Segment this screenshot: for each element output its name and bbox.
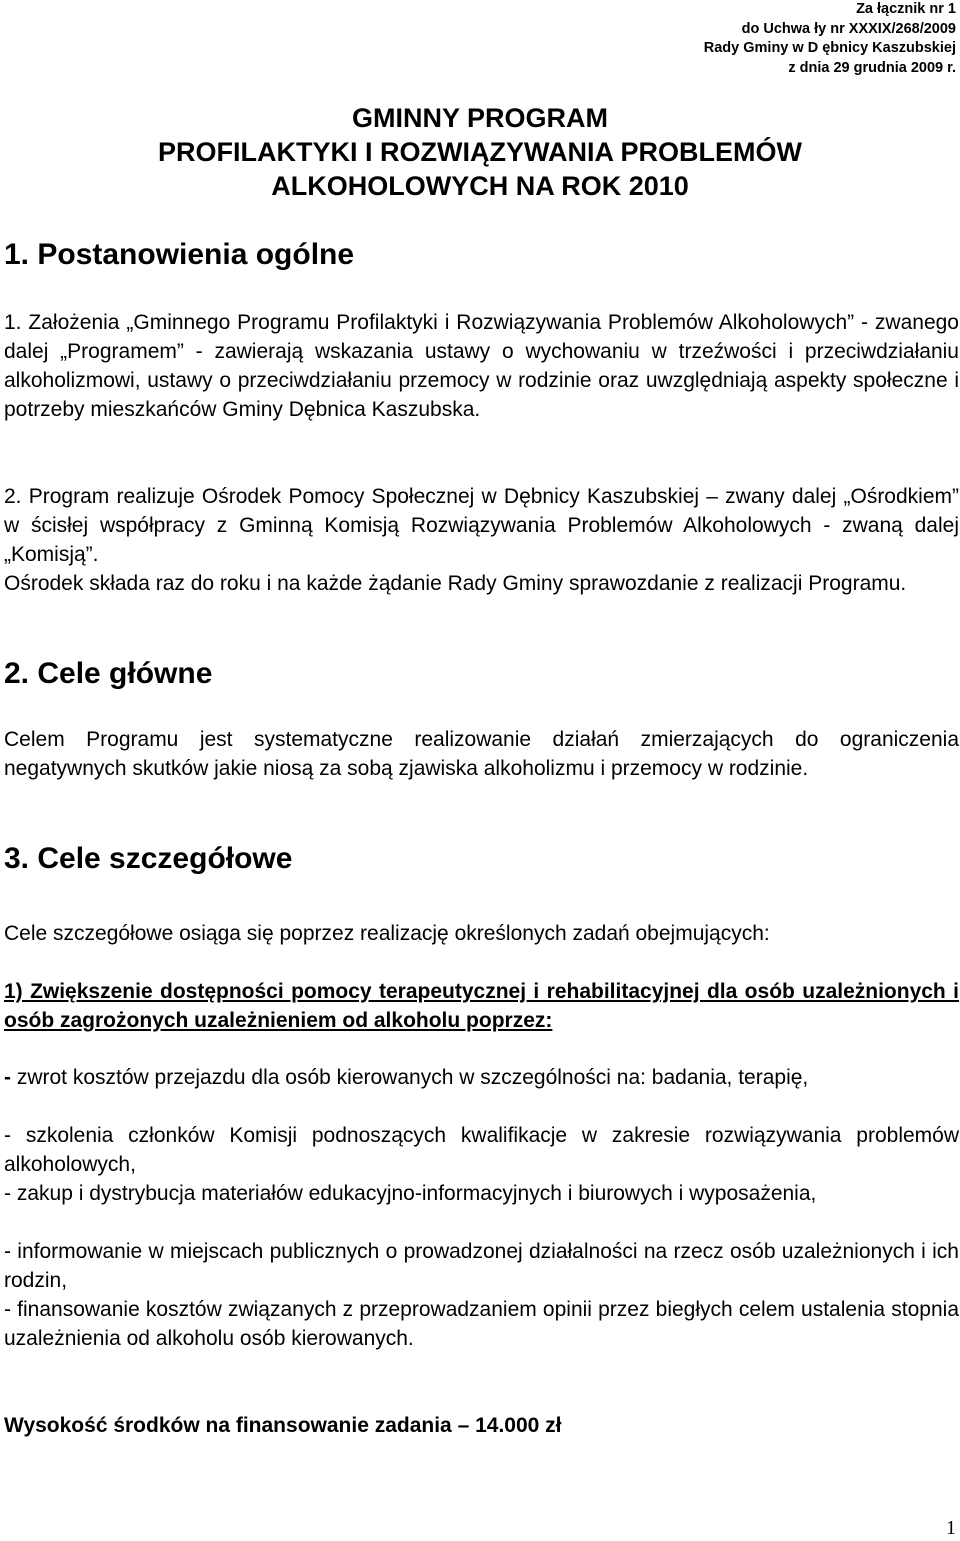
- list-dash: -: [4, 1182, 11, 1205]
- document-title: [0, 101, 960, 203]
- title-line: ALKOHOLOWYCH NA ROK 2010: [271, 171, 689, 201]
- title-line: PROFILAKTYKI I ROZWIĄZYWANIA PROBLEMÓW: [158, 137, 802, 167]
- attachment-note-line: Rady Gminy w D ębnicy Kaszubskiej: [703, 40, 956, 56]
- funding-amount: Wysokość środków na finansowanie zadania – 14.000 zł: [4, 1414, 562, 1437]
- list-dash: -: [4, 1240, 11, 1263]
- paragraph-assumptions: 1. Założenia „Gminnego Programu Profilaktyki i Rozwiązywania Problemów Alkoholowych” - zwanego dalej „Programem” - zawierają wskazania ustawy o wychowaniu w trzeźwości i przeciwdziałaniu alkoholizmowi, ustawy o przeciwdziałaniu przemocy w rodzinie oraz uwzględniają aspekty społeczne i potrzeby mieszkańców Gminy Dębnica Kaszubska.: [4, 311, 959, 421]
- paragraph-reporting: Ośrodek składa raz do roku i na każde żądanie Rady Gminy sprawozdanie z realizacji Programu.: [4, 572, 907, 595]
- page-number: 1: [946, 1517, 956, 1539]
- list-item-text: informowanie w miejscach publicznych o prowadzonej działalności na rzecz osób uzależnionych i ich rodzin,: [4, 1240, 959, 1292]
- list-item: [4, 1063, 959, 1092]
- title-line: GMINNY PROGRAM: [351, 103, 608, 133]
- paragraph-main-goal: Celem Programu jest systematyczne realizowanie działań zmierzających do ograniczenia negatywnych skutków jakie niosą za sobą zjawiska alkoholizmu i przemocy w rodzinie.: [4, 728, 959, 780]
- list-item-text: zwrot kosztów przejazdu dla osób kierowanych w szczególności na: badania, terapię,: [11, 1066, 809, 1089]
- list-item-text: finansowanie kosztów związanych z przeprowadzaniem opinii przez biegłych celem ustalenia stopnia uzależnienia od alkoholu osób kierowanych.: [4, 1298, 959, 1350]
- paragraph-detailed-intro: Cele szczegółowe osiąga się poprzez realizację określonych zadań obejmujących:: [4, 922, 770, 945]
- task-title: 1) Zwiększenie dostępności pomocy terapeutycznej i rehabilitacyjnej dla osób uzależnionych i osób zagrożonych uzależnieniem od alkoholu poprzez:: [4, 980, 959, 1032]
- section-heading-general: 1. Postanowienia ogólne: [4, 238, 355, 271]
- list-item-text: zakup i dystrybucja materiałów edukacyjno-informacyjnych i biurowych i wyposażenia,: [11, 1182, 817, 1205]
- paragraph-implementation: 2. Program realizuje Ośrodek Pomocy Społecznej w Dębnicy Kaszubskiej – zwany dalej „Ośrodkiem” w ścisłej współpracy z Gminną Komisją Rozwiązywania Problemów Alkoholowych - zwaną dalej „Komisją”.: [4, 485, 959, 566]
- list-dash: -: [4, 1066, 11, 1089]
- list-dash: -: [4, 1124, 11, 1147]
- list-item: [4, 1295, 959, 1353]
- section-heading-main-goals: 2. Cele główne: [4, 657, 213, 690]
- attachment-note-line: z dnia 29 grudnia 2009 r.: [788, 59, 956, 76]
- section-heading-detailed-goals: 3. Cele szczegółowe: [4, 842, 293, 875]
- list-item-text: szkolenia członków Komisji podnoszących kwalifikacje w zakresie rozwiązywania problemów alkoholowych,: [4, 1124, 959, 1176]
- list-item: [4, 1179, 959, 1208]
- attachment-note: [704, 0, 956, 78]
- attachment-note-line: do Uchwa ły nr XXXIX/268/2009: [741, 20, 956, 37]
- list-item: [4, 1237, 959, 1295]
- attachment-note-line: Za łącznik nr 1: [856, 1, 956, 17]
- list-item: [4, 1121, 959, 1179]
- list-dash: -: [4, 1298, 11, 1321]
